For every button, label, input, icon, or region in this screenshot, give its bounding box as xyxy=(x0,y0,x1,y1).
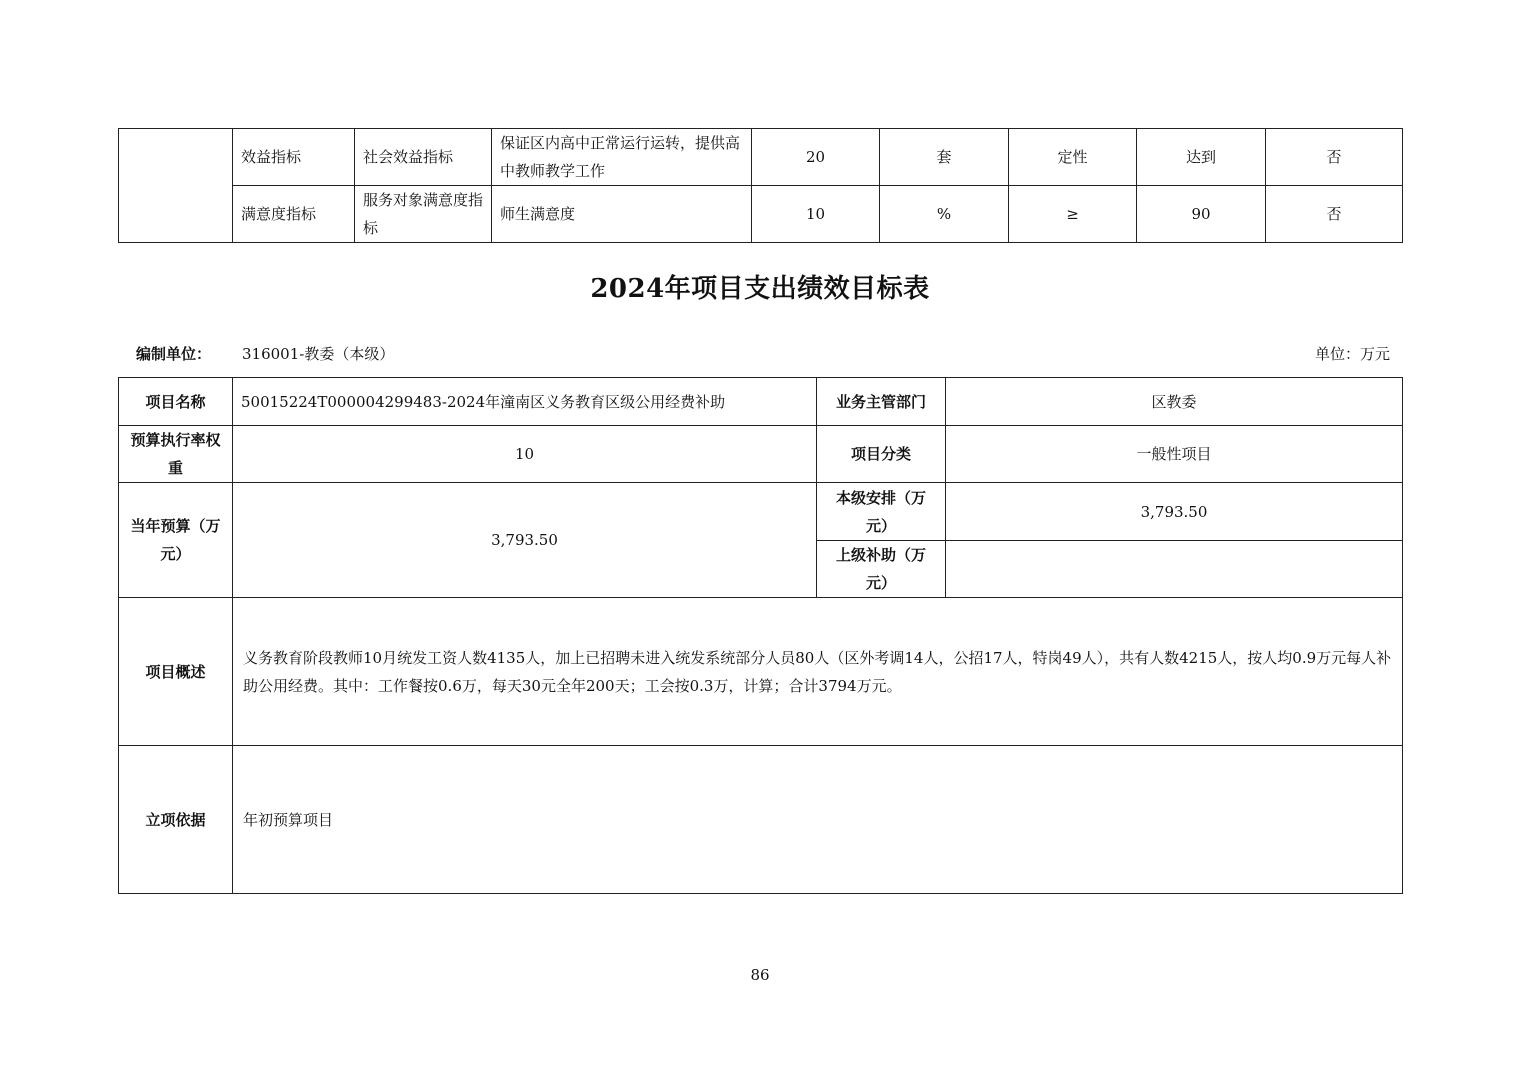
indicator-level2-cell: 效益指标 xyxy=(233,129,355,186)
dept-label: 业务主管部门 xyxy=(817,378,946,426)
indicator-unit-cell: % xyxy=(880,186,1009,243)
project-table xyxy=(118,377,1403,894)
category-label: 项目分类 xyxy=(817,426,946,483)
page-number: 86 xyxy=(750,966,770,984)
indicator-nature-cell: ≥ xyxy=(1009,186,1137,243)
indicator-content-cell: 保证区内高中正常运行运转，提供高中教师教学工作 xyxy=(492,129,752,186)
upper-subsidy-value xyxy=(946,541,1403,598)
overview-value: 义务教育阶段教师10月统发工资人数4135人，加上已招聘未进入统发系统部分人员80人（区外考调14人，公招17人，特岗49人），共有人数4215人，按人均0.9万元每人补助公用经费。其中：工作餐按0.6万，每天30元全年200天；工会按0.3万，计算；合计3794万元。 xyxy=(233,598,1403,746)
table-row xyxy=(119,598,1403,746)
indicator-operator-cell: 达到 xyxy=(1137,129,1266,186)
table-row xyxy=(119,426,1403,483)
currency-unit: 单位：万元 xyxy=(1314,345,1390,363)
page-title: 2024年项目支出绩效目标表 xyxy=(590,274,930,304)
indicator-level3-cell: 服务对象满意度指标 xyxy=(355,186,492,243)
indicator-nature-cell: 定性 xyxy=(1009,129,1137,186)
budget-label: 当年预算（万元） xyxy=(119,483,233,598)
indicator-level1-cell xyxy=(119,129,233,243)
category-value: 一般性项目 xyxy=(946,426,1403,483)
indicator-target-cell: 否 xyxy=(1266,186,1403,243)
indicator-level2-cell: 满意度指标 xyxy=(233,186,355,243)
overview-label: 项目概述 xyxy=(119,598,233,746)
indicator-weight-cell: 20 xyxy=(752,129,880,186)
exec-rate-label: 预算执行率权重 xyxy=(119,426,233,483)
local-budget-value: 3,793.50 xyxy=(946,483,1403,541)
indicator-table xyxy=(118,128,1403,243)
table-row xyxy=(119,378,1403,426)
unit-value: 316001-教委（本级） xyxy=(242,345,395,363)
project-name-label: 项目名称 xyxy=(119,378,233,426)
indicator-target-cell: 否 xyxy=(1266,129,1403,186)
dept-value: 区教委 xyxy=(946,378,1403,426)
project-name-value: 50015224T000004299483-2024年潼南区义务教育区级公用经费补助 xyxy=(233,378,817,426)
indicator-level3-cell: 社会效益指标 xyxy=(355,129,492,186)
local-budget-label: 本级安排（万元） xyxy=(817,483,946,541)
upper-subsidy-label: 上级补助（万元） xyxy=(817,541,946,598)
basis-label: 立项依据 xyxy=(119,746,233,894)
basis-value: 年初预算项目 xyxy=(233,746,1403,894)
indicator-operator-cell: 90 xyxy=(1137,186,1266,243)
table-row xyxy=(119,129,1403,186)
table-row xyxy=(119,483,1403,541)
indicator-weight-cell: 10 xyxy=(752,186,880,243)
table-row xyxy=(119,746,1403,894)
indicator-unit-cell: 套 xyxy=(880,129,1009,186)
unit-label: 编制单位： xyxy=(136,345,212,363)
table-row xyxy=(119,186,1403,243)
exec-rate-value: 10 xyxy=(233,426,817,483)
budget-value: 3,793.50 xyxy=(233,483,817,598)
indicator-content-cell: 师生满意度 xyxy=(492,186,752,243)
